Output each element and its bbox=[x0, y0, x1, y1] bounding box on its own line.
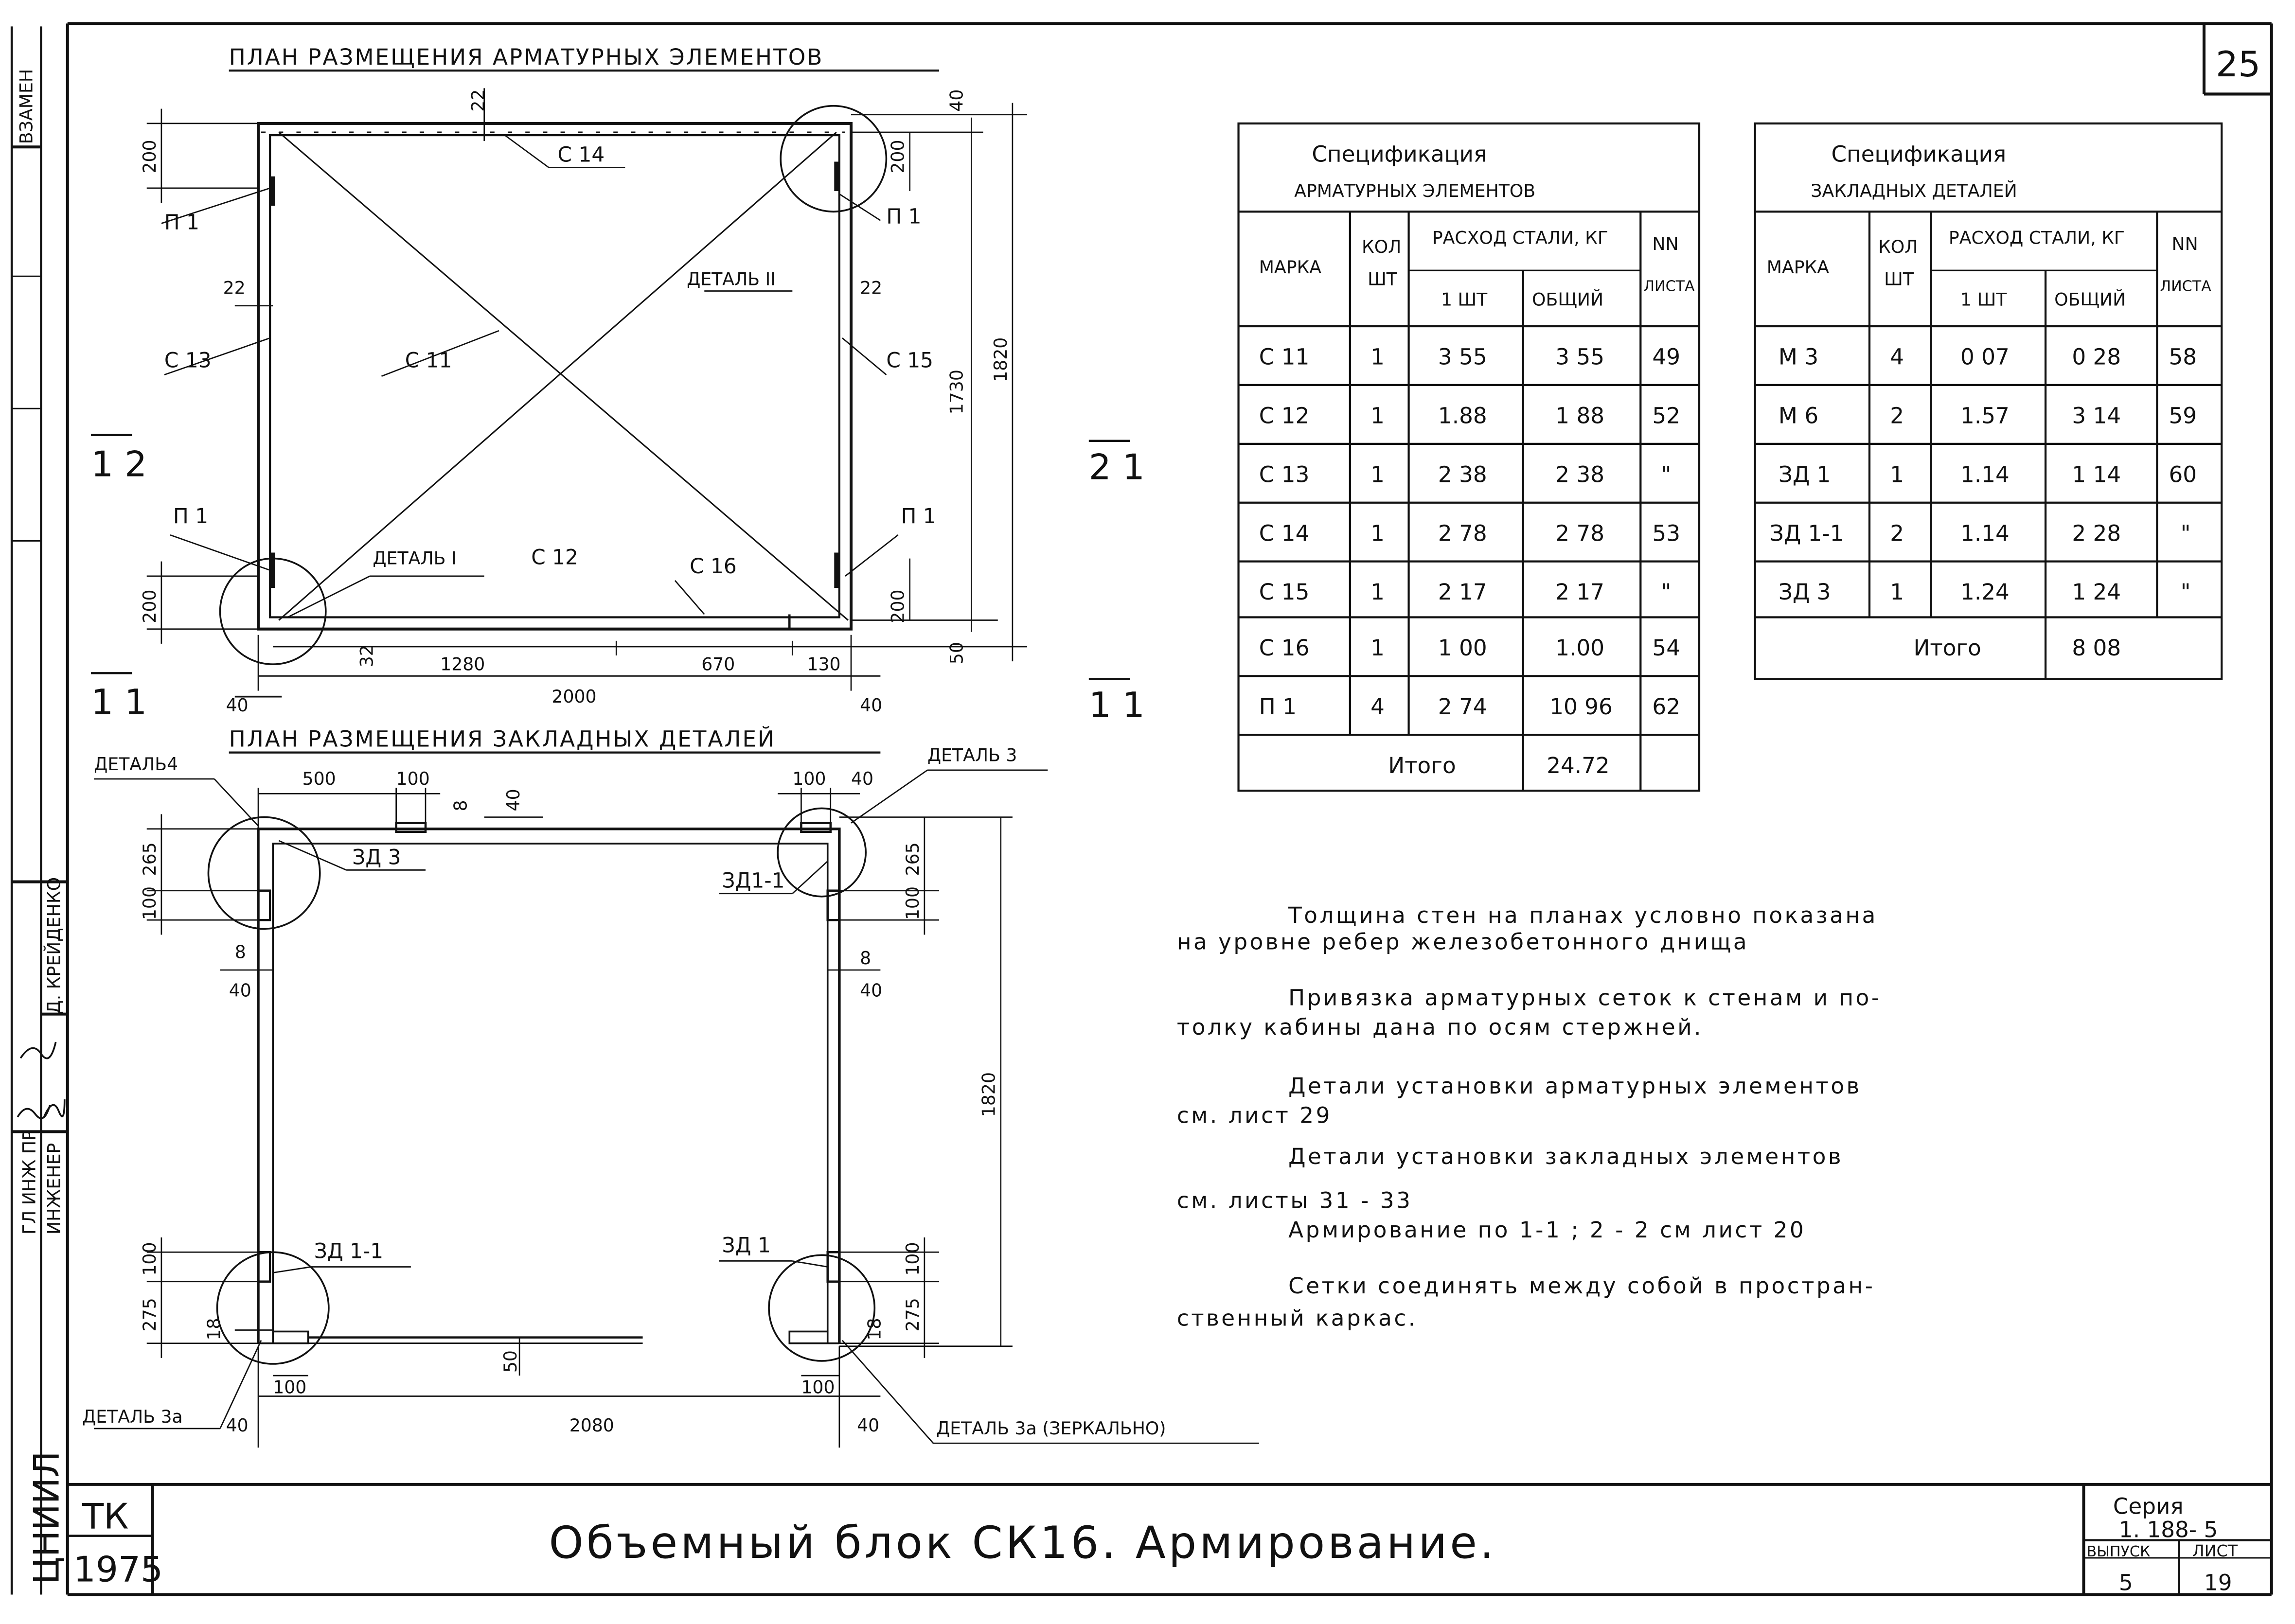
label-detail-3: ДЕТАЛЬ 3 bbox=[927, 744, 1017, 766]
dim-22-top: 22 bbox=[467, 89, 489, 112]
dim2-275-bl: 275 bbox=[139, 1298, 160, 1332]
spec-r-cell: 1.00 bbox=[1555, 635, 1605, 661]
dim2-100-top-right: 100 bbox=[792, 768, 826, 790]
spec-r-cell: " bbox=[1661, 461, 1672, 488]
margin-institute: ЦНИИЛ bbox=[26, 1451, 68, 1585]
spec-r-total-value: 24.72 bbox=[1547, 752, 1610, 778]
note-line: см. лист 29 bbox=[1176, 1102, 1332, 1129]
dim2-40-bottom-left: 40 bbox=[226, 1415, 249, 1436]
spec-r-cell: 53 bbox=[1652, 520, 1681, 547]
dim-2000: 2000 bbox=[552, 686, 597, 707]
dim-200-left-top: 200 bbox=[139, 140, 160, 174]
spec-e-cell: 60 bbox=[2169, 461, 2197, 488]
dim2-265-left: 265 bbox=[139, 842, 160, 876]
dim-40-right: 40 bbox=[860, 694, 883, 716]
spec-e-head-sheet2: ЛИСТА bbox=[2160, 278, 2211, 295]
dim-32: 32 bbox=[356, 645, 377, 668]
note-line: Толщина стен на планах условно показана bbox=[1288, 902, 1878, 929]
spec-reinforcement-rows bbox=[1259, 344, 1680, 720]
dim-1820: 1820 bbox=[990, 337, 1011, 382]
dim2-8-left: 8 bbox=[234, 941, 246, 963]
label-c15: С 15 bbox=[886, 348, 934, 372]
dim2-275-br: 275 bbox=[902, 1298, 923, 1332]
dim-22-left: 22 bbox=[223, 277, 246, 299]
plan-embedded-dims bbox=[147, 788, 1013, 1447]
issue-label: ВЫПУСК bbox=[2086, 1543, 2151, 1560]
note-line: на уровне ребер железобетонного днища bbox=[1176, 929, 1749, 955]
dim2-2080: 2080 bbox=[569, 1415, 614, 1436]
note-line: толку кабины дана по осям стержней. bbox=[1176, 1014, 1704, 1040]
spec-r-cell: 3 55 bbox=[1555, 344, 1605, 370]
dim-40-left: 40 bbox=[226, 694, 249, 716]
label-p1-top-left: П 1 bbox=[164, 210, 199, 234]
dim2-100-top: 100 bbox=[396, 768, 430, 790]
spec-e-cell: 1.14 bbox=[1960, 520, 2010, 547]
spec-r-total-label: Итого bbox=[1388, 752, 1456, 778]
sheet-number: 25 bbox=[2216, 44, 2261, 86]
spec-reinforcement-grid bbox=[1239, 124, 1699, 791]
spec-r-cell: С 13 bbox=[1259, 461, 1310, 488]
spec-r-cell: 2 17 bbox=[1555, 579, 1605, 605]
spec-r-head-qty1: КОЛ bbox=[1362, 236, 1402, 257]
spec-r-cell: 1 bbox=[1370, 520, 1385, 547]
spec-e-cell: ЗД 1-1 bbox=[1769, 520, 1844, 547]
spec-e-cell: 0 28 bbox=[2072, 344, 2121, 370]
spec-e-cell: 1 bbox=[1890, 461, 1904, 488]
spec-e-cell: 59 bbox=[2169, 403, 2197, 429]
dim2-40-left: 40 bbox=[229, 980, 251, 1001]
spec-e-head-steel: РАСХОД СТАЛИ, КГ bbox=[1948, 227, 2125, 248]
dim2-8-right: 8 bbox=[860, 947, 872, 969]
spec-r-cell: С 16 bbox=[1259, 635, 1310, 661]
dim2-100-bottom-left: 100 bbox=[273, 1377, 307, 1398]
spec-r-cell: 2 78 bbox=[1555, 520, 1605, 547]
dim2-100-bl: 100 bbox=[139, 1242, 160, 1276]
spec-embedded-title-2: ЗАКЛАДНЫХ ДЕТАЛЕЙ bbox=[1811, 180, 2017, 202]
spec-e-head-qty2: ШТ bbox=[1884, 268, 1914, 290]
plan-embedded-leaders bbox=[94, 770, 1259, 1443]
label-c16: С 16 bbox=[690, 554, 737, 578]
spec-r-cell: С 12 bbox=[1259, 403, 1310, 429]
margin-name-1: Д. КРЕЙДЕНКО bbox=[43, 877, 65, 1014]
dim-50: 50 bbox=[946, 642, 967, 665]
spec-e-cell: 1 24 bbox=[2072, 579, 2121, 605]
label-zd1: ЗД 1 bbox=[722, 1233, 771, 1257]
dim-22-right: 22 bbox=[860, 277, 883, 299]
section-mark-1-2: 1 2 bbox=[91, 444, 147, 485]
spec-e-head-total: ОБЩИЙ bbox=[2054, 289, 2126, 310]
plan-embedded-walls bbox=[258, 823, 839, 1343]
spec-r-head-one: 1 ШТ bbox=[1441, 289, 1488, 310]
note-line: ственный каркас. bbox=[1176, 1305, 1418, 1331]
series-label: Серия bbox=[2113, 1493, 2184, 1519]
dim-200-left-bottom: 200 bbox=[139, 589, 160, 623]
spec-e-cell: 3 14 bbox=[2072, 403, 2121, 429]
label-p1-bottom-left: П 1 bbox=[173, 504, 209, 529]
spec-e-cell: М 6 bbox=[1778, 403, 1819, 429]
spec-r-cell: С 15 bbox=[1259, 579, 1310, 605]
dim2-40-right: 40 bbox=[860, 980, 883, 1001]
spec-e-total-label: Итого bbox=[1913, 635, 1981, 661]
series-value: 1. 188- 5 bbox=[2118, 1517, 2218, 1543]
spec-embedded-rows bbox=[1770, 344, 2197, 605]
spec-reinforcement-title-1: Спецификация bbox=[1312, 141, 1487, 167]
dim-1280: 1280 bbox=[440, 653, 485, 675]
margin-role-2: ИНЖЕНЕР bbox=[43, 1143, 65, 1235]
spec-e-head-qty1: КОЛ bbox=[1878, 236, 1918, 257]
dim2-100-bottom-right: 100 bbox=[801, 1377, 835, 1398]
detail-circles-plan1 bbox=[220, 106, 887, 668]
spec-e-cell: ЗД 3 bbox=[1778, 579, 1831, 605]
spec-e-cell: " bbox=[2180, 579, 2191, 605]
spec-r-cell: " bbox=[1661, 579, 1672, 605]
spec-r-head-steel: РАСХОД СТАЛИ, КГ bbox=[1432, 227, 1608, 248]
label-p1-bottom-right: П 1 bbox=[901, 504, 936, 529]
dim2-100-left: 100 bbox=[139, 886, 160, 920]
label-detail-2: ДЕТАЛЬ II bbox=[687, 268, 776, 290]
org-year: 1975 bbox=[73, 1549, 163, 1590]
spec-reinforcement-title-2: АРМАТУРНЫХ ЭЛЕМЕНТОВ bbox=[1294, 180, 1536, 202]
spec-r-cell: 1 bbox=[1370, 403, 1385, 429]
spec-r-cell: 52 bbox=[1652, 403, 1681, 429]
dim-130: 130 bbox=[807, 653, 841, 675]
drawing-title: Объемный блок СК16. Армирование. bbox=[549, 1517, 1497, 1569]
spec-e-cell: 1.24 bbox=[1960, 579, 2010, 605]
spec-r-cell: 1 bbox=[1370, 461, 1385, 488]
plan-embedded-title: ПЛАН РАЗМЕЩЕНИЯ ЗАКЛАДНЫХ ДЕТАЛЕЙ bbox=[229, 726, 776, 752]
dim-40-top: 40 bbox=[946, 89, 967, 112]
spec-e-cell: 1.57 bbox=[1960, 403, 2010, 429]
dim2-500: 500 bbox=[302, 768, 336, 790]
section-mark-1-1-right: 1 1 bbox=[1088, 685, 1145, 726]
org-code: ТК bbox=[82, 1496, 129, 1537]
plan-reinforcement-title: ПЛАН РАЗМЕЩЕНИЯ АРМАТУРНЫХ ЭЛЕМЕНТОВ bbox=[229, 44, 824, 71]
spec-e-cell: 1 14 bbox=[2072, 461, 2121, 488]
spec-r-head-mark: МАРКА bbox=[1259, 257, 1322, 278]
spec-r-cell: 1 bbox=[1370, 579, 1385, 605]
spec-e-cell: ЗД 1 bbox=[1778, 461, 1831, 488]
spec-r-cell: 62 bbox=[1652, 693, 1681, 720]
dim2-18-br: 18 bbox=[864, 1318, 885, 1341]
dim2-18-bl: 18 bbox=[203, 1318, 225, 1341]
spec-e-cell: 2 bbox=[1890, 403, 1904, 429]
spec-r-cell: 3 55 bbox=[1438, 344, 1487, 370]
spec-e-cell: " bbox=[2180, 520, 2191, 547]
spec-e-total-value: 8 08 bbox=[2072, 635, 2121, 661]
section-mark-2-1: 2 1 bbox=[1088, 447, 1145, 488]
spec-r-cell: 2 38 bbox=[1438, 461, 1487, 488]
spec-embedded-title-1: Спецификация bbox=[1831, 141, 2007, 167]
spec-r-cell: 2 78 bbox=[1438, 520, 1487, 547]
spec-e-cell: 1 bbox=[1890, 579, 1904, 605]
spec-r-cell: 1 bbox=[1370, 635, 1385, 661]
label-detail-1: ДЕТАЛЬ I bbox=[373, 547, 457, 569]
dim2-100-br: 100 bbox=[902, 1242, 923, 1276]
spec-r-head-qty2: ШТ bbox=[1368, 268, 1397, 290]
label-c14: С 14 bbox=[557, 142, 605, 167]
spec-r-head-sheet2: ЛИСТА bbox=[1643, 278, 1695, 295]
label-c11: С 11 bbox=[405, 348, 452, 372]
spec-r-cell: 1.88 bbox=[1438, 403, 1487, 429]
section-mark-1-1-left: 1 1 bbox=[91, 682, 147, 724]
label-detail-3a-mirror: ДЕТАЛЬ 3а (ЗЕРКАЛЬНО) bbox=[936, 1418, 1166, 1439]
spec-r-cell: С 11 bbox=[1259, 344, 1310, 370]
spec-r-cell: 4 bbox=[1370, 693, 1385, 720]
spec-r-cell: 10 96 bbox=[1549, 693, 1613, 720]
dim2-100-right: 100 bbox=[902, 886, 923, 920]
margin-replace-label: ВЗАМЕН bbox=[16, 69, 37, 144]
spec-e-cell: М 3 bbox=[1778, 344, 1819, 370]
dim-670: 670 bbox=[701, 653, 735, 675]
note-line: Привязка арматурных сеток к стенам и по- bbox=[1288, 985, 1882, 1011]
spec-e-head-mark: МАРКА bbox=[1766, 257, 1830, 278]
spec-e-head-sheet1: NN bbox=[2171, 233, 2198, 254]
note-line: Детали установки закладных элементов bbox=[1288, 1143, 1844, 1169]
note-line: Армирование по 1-1 ; 2 - 2 см лист 20 bbox=[1288, 1217, 1806, 1243]
spec-r-cell: 2 74 bbox=[1438, 693, 1487, 720]
spec-r-cell: 54 bbox=[1652, 635, 1681, 661]
spec-e-cell: 2 28 bbox=[2072, 520, 2121, 547]
label-c12: С 12 bbox=[531, 545, 578, 569]
dim2-1820: 1820 bbox=[978, 1072, 999, 1117]
dim2-40-top-right: 40 bbox=[851, 768, 874, 790]
margin-role-1: ГЛ ИНЖ ПР bbox=[18, 1130, 40, 1235]
dim2-40-bottom-right: 40 bbox=[857, 1415, 880, 1436]
dim2-265-right: 265 bbox=[902, 842, 923, 876]
section-marks bbox=[91, 435, 1130, 679]
spec-e-cell: 0 07 bbox=[1960, 344, 2010, 370]
sheet-value: 19 bbox=[2204, 1570, 2232, 1596]
dim2-40-top: 40 bbox=[503, 789, 524, 812]
spec-e-head-one: 1 ШТ bbox=[1960, 289, 2007, 310]
spec-r-cell: 1 88 bbox=[1555, 403, 1605, 429]
note-line: Сетки соединять между собой в простран- bbox=[1288, 1272, 1875, 1299]
issue-value: 5 bbox=[2118, 1570, 2133, 1596]
spec-r-cell: 49 bbox=[1652, 344, 1681, 370]
label-zd1-1-bottom: ЗД 1-1 bbox=[314, 1239, 384, 1263]
spec-r-head-total: ОБЩИЙ bbox=[1532, 289, 1604, 310]
spec-e-cell: 4 bbox=[1890, 344, 1904, 370]
dim-200-right-bottom: 200 bbox=[887, 589, 908, 623]
label-p1-top-right: П 1 bbox=[886, 204, 922, 229]
spec-e-cell: 58 bbox=[2169, 344, 2197, 370]
plan-reinforcement-leaders bbox=[161, 135, 898, 697]
spec-r-cell: 1 bbox=[1370, 344, 1385, 370]
spec-e-cell: 2 bbox=[1890, 520, 1904, 547]
spec-e-cell: 1.14 bbox=[1960, 461, 2010, 488]
label-zd1-1-top: ЗД1-1 bbox=[722, 868, 785, 893]
dim2-8-top: 8 bbox=[450, 800, 471, 812]
spec-r-cell: 2 38 bbox=[1555, 461, 1605, 488]
dim-1730: 1730 bbox=[946, 370, 967, 415]
spec-r-head-sheet1: NN bbox=[1652, 233, 1679, 254]
label-detail-3a: ДЕТАЛЬ 3а bbox=[82, 1406, 183, 1427]
dim-200-right-top: 200 bbox=[887, 140, 908, 174]
dim2-50: 50 bbox=[500, 1350, 521, 1373]
label-zd3: ЗД 3 bbox=[352, 845, 401, 869]
spec-r-cell: 2 17 bbox=[1438, 579, 1487, 605]
general-notes bbox=[1177, 902, 1882, 1331]
spec-r-cell: 1 00 bbox=[1438, 635, 1487, 661]
spec-r-cell: П 1 bbox=[1259, 693, 1297, 720]
spec-r-cell: С 14 bbox=[1259, 520, 1310, 547]
label-c13: С 13 bbox=[164, 348, 212, 372]
note-line: Детали установки арматурных элементов bbox=[1288, 1073, 1862, 1099]
label-detail-4: ДЕТАЛЬ4 bbox=[94, 753, 178, 775]
sheet-label: ЛИСТ bbox=[2192, 1541, 2238, 1560]
sheet-frame bbox=[12, 23, 2272, 1594]
note-line: см. листы 31 - 33 bbox=[1176, 1187, 1413, 1214]
